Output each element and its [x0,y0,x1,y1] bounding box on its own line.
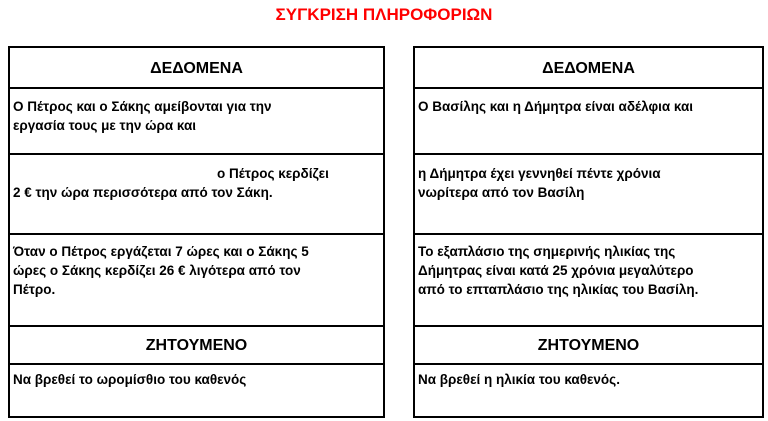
text-line: Το εξαπλάσιο της σημερινής ηλικίας της [418,244,676,259]
text-line: Όταν ο Πέτρος εργάζεται 7 ώρες και ο Σάκης 5 [13,244,309,259]
wanted-header: ΖΗΤΟΥΜΕΝΟ [415,327,762,365]
text-line: Ο Πέτρος και ο Σάκης αμείβονται για την [13,99,272,114]
text-line: ώρες ο Σάκης κερδίζει 26 € λιγότερα από τον [13,263,301,278]
given-statement-1 [10,89,383,155]
given-statement-2 [10,155,383,235]
text-line: Ο Βασίλης και η Δήμητρα είναι αδέλφια και [418,99,694,114]
given-header: ΔΕΔΟΜΕΝΑ [10,48,383,89]
text-line: Να βρεθεί το ωρομίσθιο του καθενός [13,372,247,387]
wanted-statement [415,365,762,416]
given-header: ΔΕΔΟΜΕΝΑ [415,48,762,89]
wanted-header: ΖΗΤΟΥΜΕΝΟ [10,327,383,365]
text-line: Πέτρο. [13,282,56,297]
left-comparison-panel [8,46,385,418]
given-statement-3 [10,235,383,327]
wanted-statement [10,365,383,416]
text-line: 2 € την ώρα περισσότερα από τον Σάκη. [13,185,273,200]
text-line: εργασία τους με την ώρα και [13,118,197,133]
text-line: νωρίτερα από τον Βασίλη [418,185,585,200]
text-line: Δήμητρας είναι κατά 25 χρόνια μεγαλύτερο [418,263,694,278]
text-line: από το επταπλάσιο της ηλικίας του Βασίλη. [418,282,699,297]
text-line: Να βρεθεί η ηλικία του καθενός. [418,372,620,387]
given-statement-1 [415,89,762,155]
text-line: ο Πέτρος κερδίζει [217,166,329,181]
page-title: ΣΥΓΚΡΙΣΗ ΠΛΗΡΟΦΟΡΙΩΝ [275,5,493,24]
given-statement-3 [415,235,762,327]
given-statement-2 [415,155,762,235]
text-line: η Δήμητρα έχει γεννηθεί πέντε χρόνια [418,166,661,181]
right-comparison-panel [413,46,764,418]
